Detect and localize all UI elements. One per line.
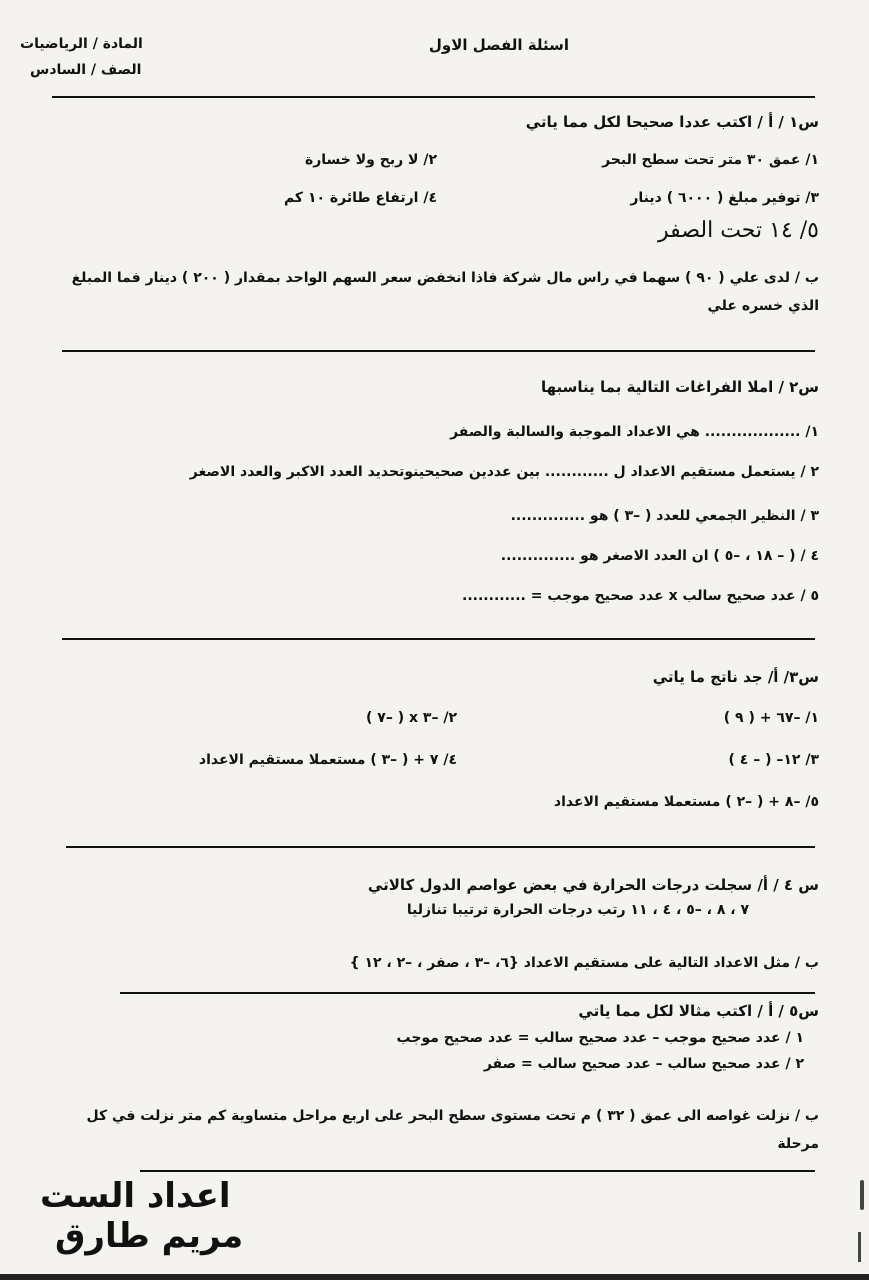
q3-title: س٣/ أ/ جد ناتج ما ياتي xyxy=(652,668,819,686)
q5-item-2: ٢ / عدد صحيح سالب – عدد صحيح سالب = صفر xyxy=(483,1056,804,1072)
page-edge-shadow xyxy=(860,1180,864,1210)
subject-label: المادة / الرياضيات xyxy=(20,36,143,52)
author-signature-line2: مريم طارق xyxy=(55,1216,244,1256)
q1-b-line2: الذي خسره علي xyxy=(707,298,819,314)
author-signature-line1: اعداد الست xyxy=(40,1176,231,1216)
q1-item-3: ٣/ توفير مبلغ ( ٦٠٠٠ ) دينار xyxy=(630,190,819,206)
divider xyxy=(140,1170,815,1172)
page-edge-shadow xyxy=(858,1232,861,1262)
q3-item-4: ٤/ ٧ + ( –٣ ) مستعملا مستقيم الاعداد xyxy=(198,752,457,768)
q2-title: س٢ / املا الفراغات التالية بما يناسبها xyxy=(541,378,819,396)
q3-item-1: ١/ –٦٧ + ( ٩ ) xyxy=(723,710,819,726)
q1-item-2: ٢/ لا ربح ولا خسارة xyxy=(304,152,437,168)
exam-title: اسئلة الفصل الاول xyxy=(428,36,569,54)
divider xyxy=(66,846,815,848)
q5-item-1: ١ / عدد صحيح موجب – عدد صحيح سالب = عدد صحيح موجب xyxy=(396,1030,804,1046)
q1-item-5-handwritten: ٥/ ١٤ تحت الصفر xyxy=(658,218,819,243)
q1-item-1: ١/ عمق ٣٠ متر تحت سطح البحر xyxy=(602,152,819,168)
q4-a-line: ٧ ، ٨ ، –٥ ، ٤ ، ١١ رتب درجات الحرارة ترتيبا تنازليا xyxy=(406,902,749,918)
q1-a-title: س١ / أ / اكتب عددا صحيحا لكل مما ياتي xyxy=(525,113,819,131)
grade-label: الصف / السادس xyxy=(30,62,142,78)
q2-item-4: ٤ / ( – ١٨ ، –٥ ) ان العدد الاصغر هو .............. xyxy=(500,548,819,564)
q3-item-2: ٢/ –٣ x ( –٧ ) xyxy=(366,710,457,726)
divider xyxy=(52,96,815,98)
q2-item-3: ٣ / النظير الجمعي للعدد ( –٣ ) هو .............. xyxy=(510,508,819,524)
q3-item-5: ٥/ –٨ + ( –٢ ) مستعملا مستقيم الاعداد xyxy=(553,794,819,810)
q1-item-4: ٤/ ارتفاع طائرة ١٠ كم xyxy=(283,190,437,206)
q2-item-5: ٥ / عدد صحيح سالب x عدد صحيح موجب = ............ xyxy=(462,588,819,604)
divider xyxy=(62,350,815,352)
divider xyxy=(62,638,815,640)
q1-b-line1: ب / لدى علي ( ٩٠ ) سهما في راس مال شركة فاذا انخفض سعر السهم الواحد بمقدار ( ٢٠٠ ) دينار فما المبلغ xyxy=(71,270,819,286)
q4-b-line: ب / مثل الاعداد التالية على مستقيم الاعداد {٦، –٣ ، صفر ، –٢ ، ١٢ } xyxy=(349,955,819,971)
q2-item-1: ١/ .................. هي الاعداد الموجبة والسالبة والصفر xyxy=(450,424,819,440)
q5-b-line1: ب / نزلت غواصه الى عمق ( ٣٢ ) م تحت مستوى سطح البحر على اربع مراحل متساوية كم متر نزلت في كل xyxy=(86,1108,819,1124)
q5-b-line2: مرحلة xyxy=(777,1136,819,1152)
q5-a-title: س٥ / أ / اكتب مثالا لكل مما ياتي xyxy=(578,1002,819,1020)
q3-item-3: ٣/ ١٢– ( – ٤ ) xyxy=(728,752,819,768)
divider xyxy=(120,992,815,994)
q2-item-2: ٢ / يستعمل مستقيم الاعداد ل ............ بين عددين صحيحينوتحديد العدد الاكبر والعدد الاصغر xyxy=(189,464,819,480)
q4-a-title: س ٤ / أ/ سجلت درجات الحرارة في بعض عواصم الدول كالاتي xyxy=(367,876,819,894)
page-bottom-border xyxy=(0,1274,869,1280)
